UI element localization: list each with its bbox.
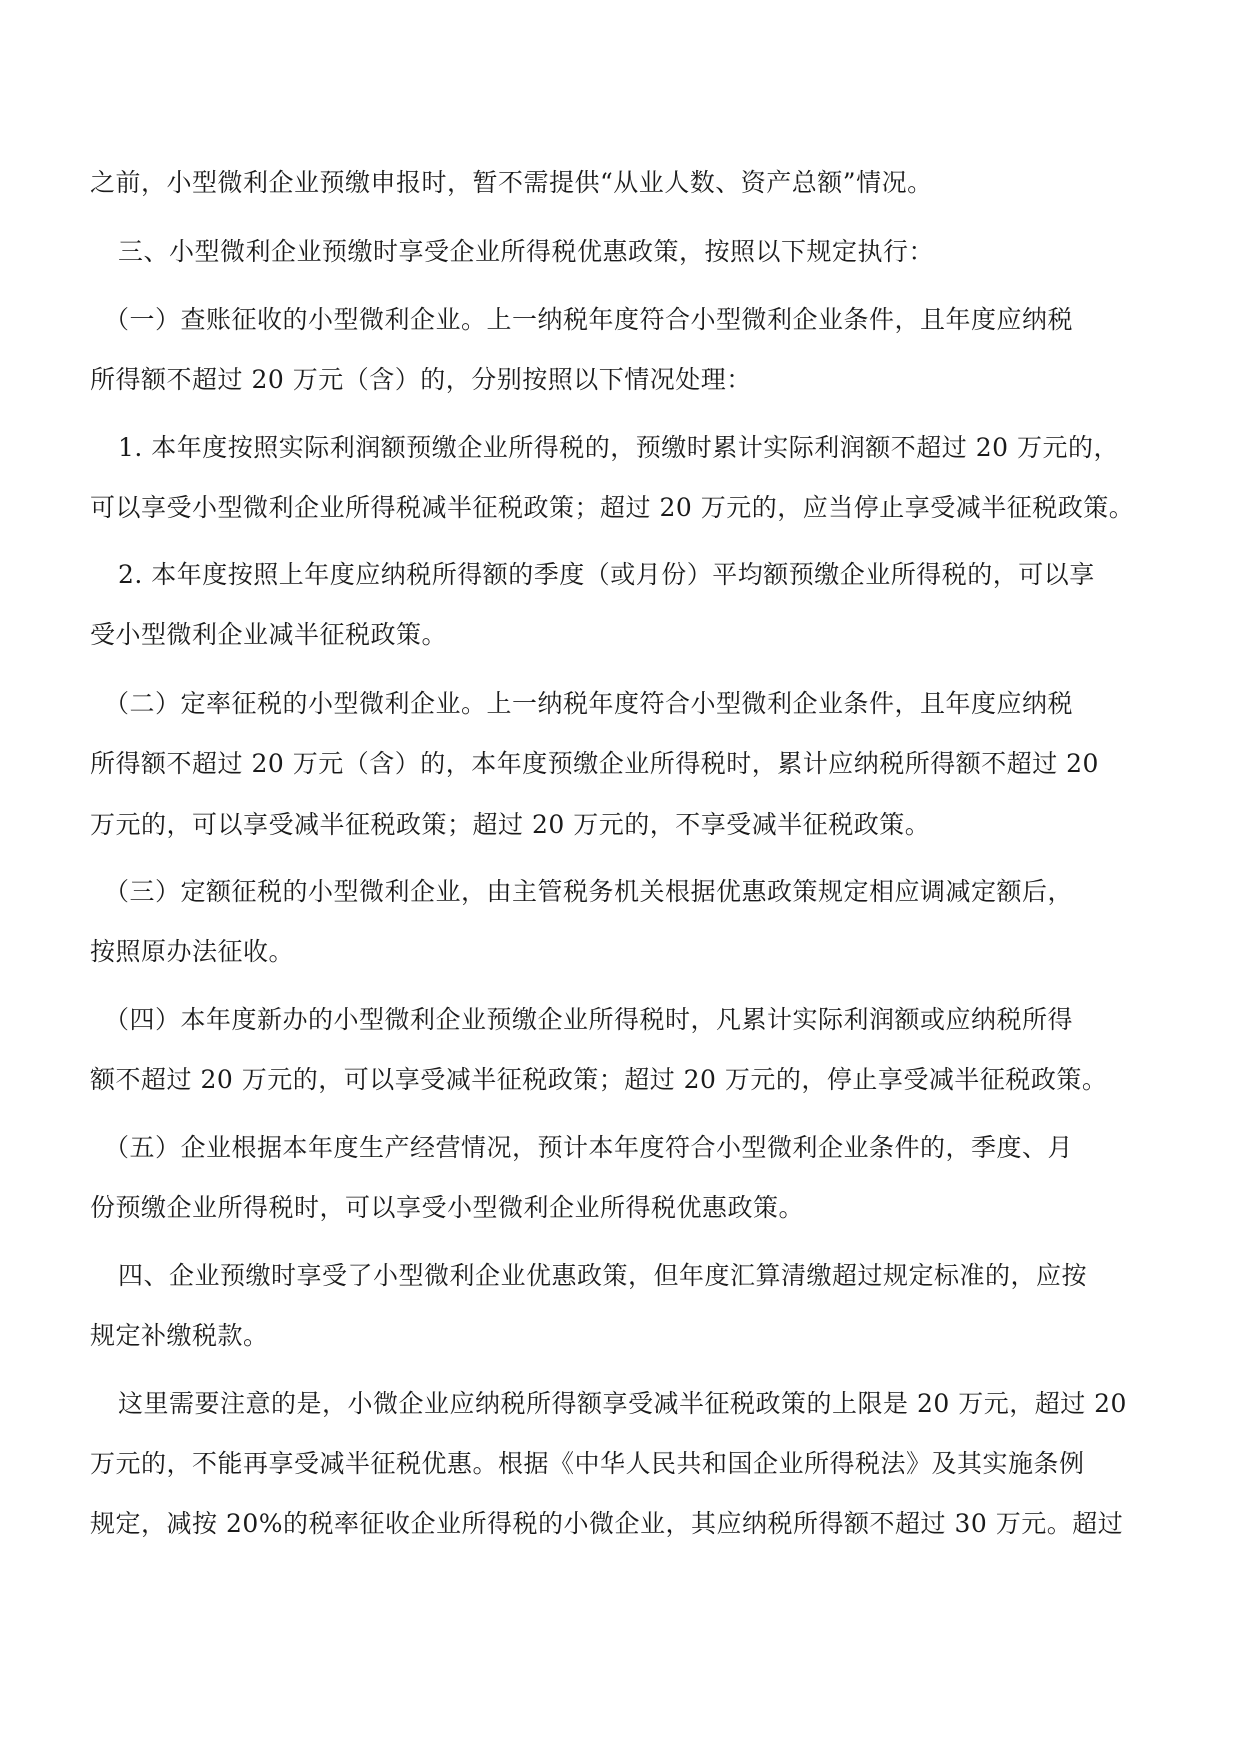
text-line: 四、企业预缴时享受了小型微利企业优惠政策，但年度汇算清缴超过规定标准的，应按	[118, 1261, 1088, 1290]
text-line: 所得额不超过 20 万元（含）的，本年度预缴企业所得税时，累计应纳税所得额不超过 20	[90, 749, 1099, 778]
text-line: 可以享受小型微利企业所得税减半征税政策；超过 20 万元的，应当停止享受减半征税政策。	[90, 493, 1135, 522]
text-line: 受小型微利企业减半征税政策。	[90, 620, 448, 649]
text-line: 份预缴企业所得税时，可以享受小型微利企业所得税优惠政策。	[90, 1193, 805, 1222]
text-line: （一）查账征收的小型微利企业。上一纳税年度符合小型微利企业条件，且年度应纳税	[104, 305, 1074, 334]
text-line: 所得额不超过 20 万元（含）的，分别按照以下情况处理：	[90, 365, 752, 394]
text-line: 万元的，可以享受减半征税政策；超过 20 万元的，不享受减半征税政策。	[90, 810, 931, 839]
text-line: 1. 本年度按照实际利润额预缴企业所得税的，预缴时累计实际利润额不超过 20 万元的，	[118, 433, 1120, 462]
text-line: 之前，小型微利企业预缴申报时，暂不需提供“从业人数、资产总额”情况。	[90, 168, 933, 197]
text-line: 2. 本年度按照上年度应纳税所得额的季度（或月份）平均额预缴企业所得税的，可以享	[118, 560, 1095, 589]
text-line: 万元的，不能再享受减半征税优惠。根据《中华人民共和国企业所得税法》及其实施条例	[90, 1449, 1085, 1478]
text-line: （四）本年度新办的小型微利企业预缴企业所得税时，凡累计实际利润额或应纳税所得	[104, 1005, 1074, 1034]
text-line: （二）定率征税的小型微利企业。上一纳税年度符合小型微利企业条件，且年度应纳税	[104, 689, 1074, 718]
text-line: （五）企业根据本年度生产经营情况，预计本年度符合小型微利企业条件的，季度、月	[104, 1133, 1074, 1162]
text-line: 三、小型微利企业预缴时享受企业所得税优惠政策，按照以下规定执行：	[118, 237, 935, 266]
text-line: 额不超过 20 万元的，可以享受减半征税政策；超过 20 万元的，停止享受减半征税政策。	[90, 1065, 1108, 1094]
text-line: （三）定额征税的小型微利企业，由主管税务机关根据优惠政策规定相应调减定额后，	[104, 877, 1074, 906]
text-line: 规定，减按 20%的税率征收企业所得税的小微企业，其应纳税所得额不超过 30 万元。超过	[90, 1509, 1124, 1538]
text-line: 按照原办法征收。	[90, 937, 295, 966]
text-line: 这里需要注意的是，小微企业应纳税所得额享受减半征税政策的上限是 20 万元，超过 20	[118, 1389, 1127, 1418]
text-line: 规定补缴税款。	[90, 1321, 269, 1350]
